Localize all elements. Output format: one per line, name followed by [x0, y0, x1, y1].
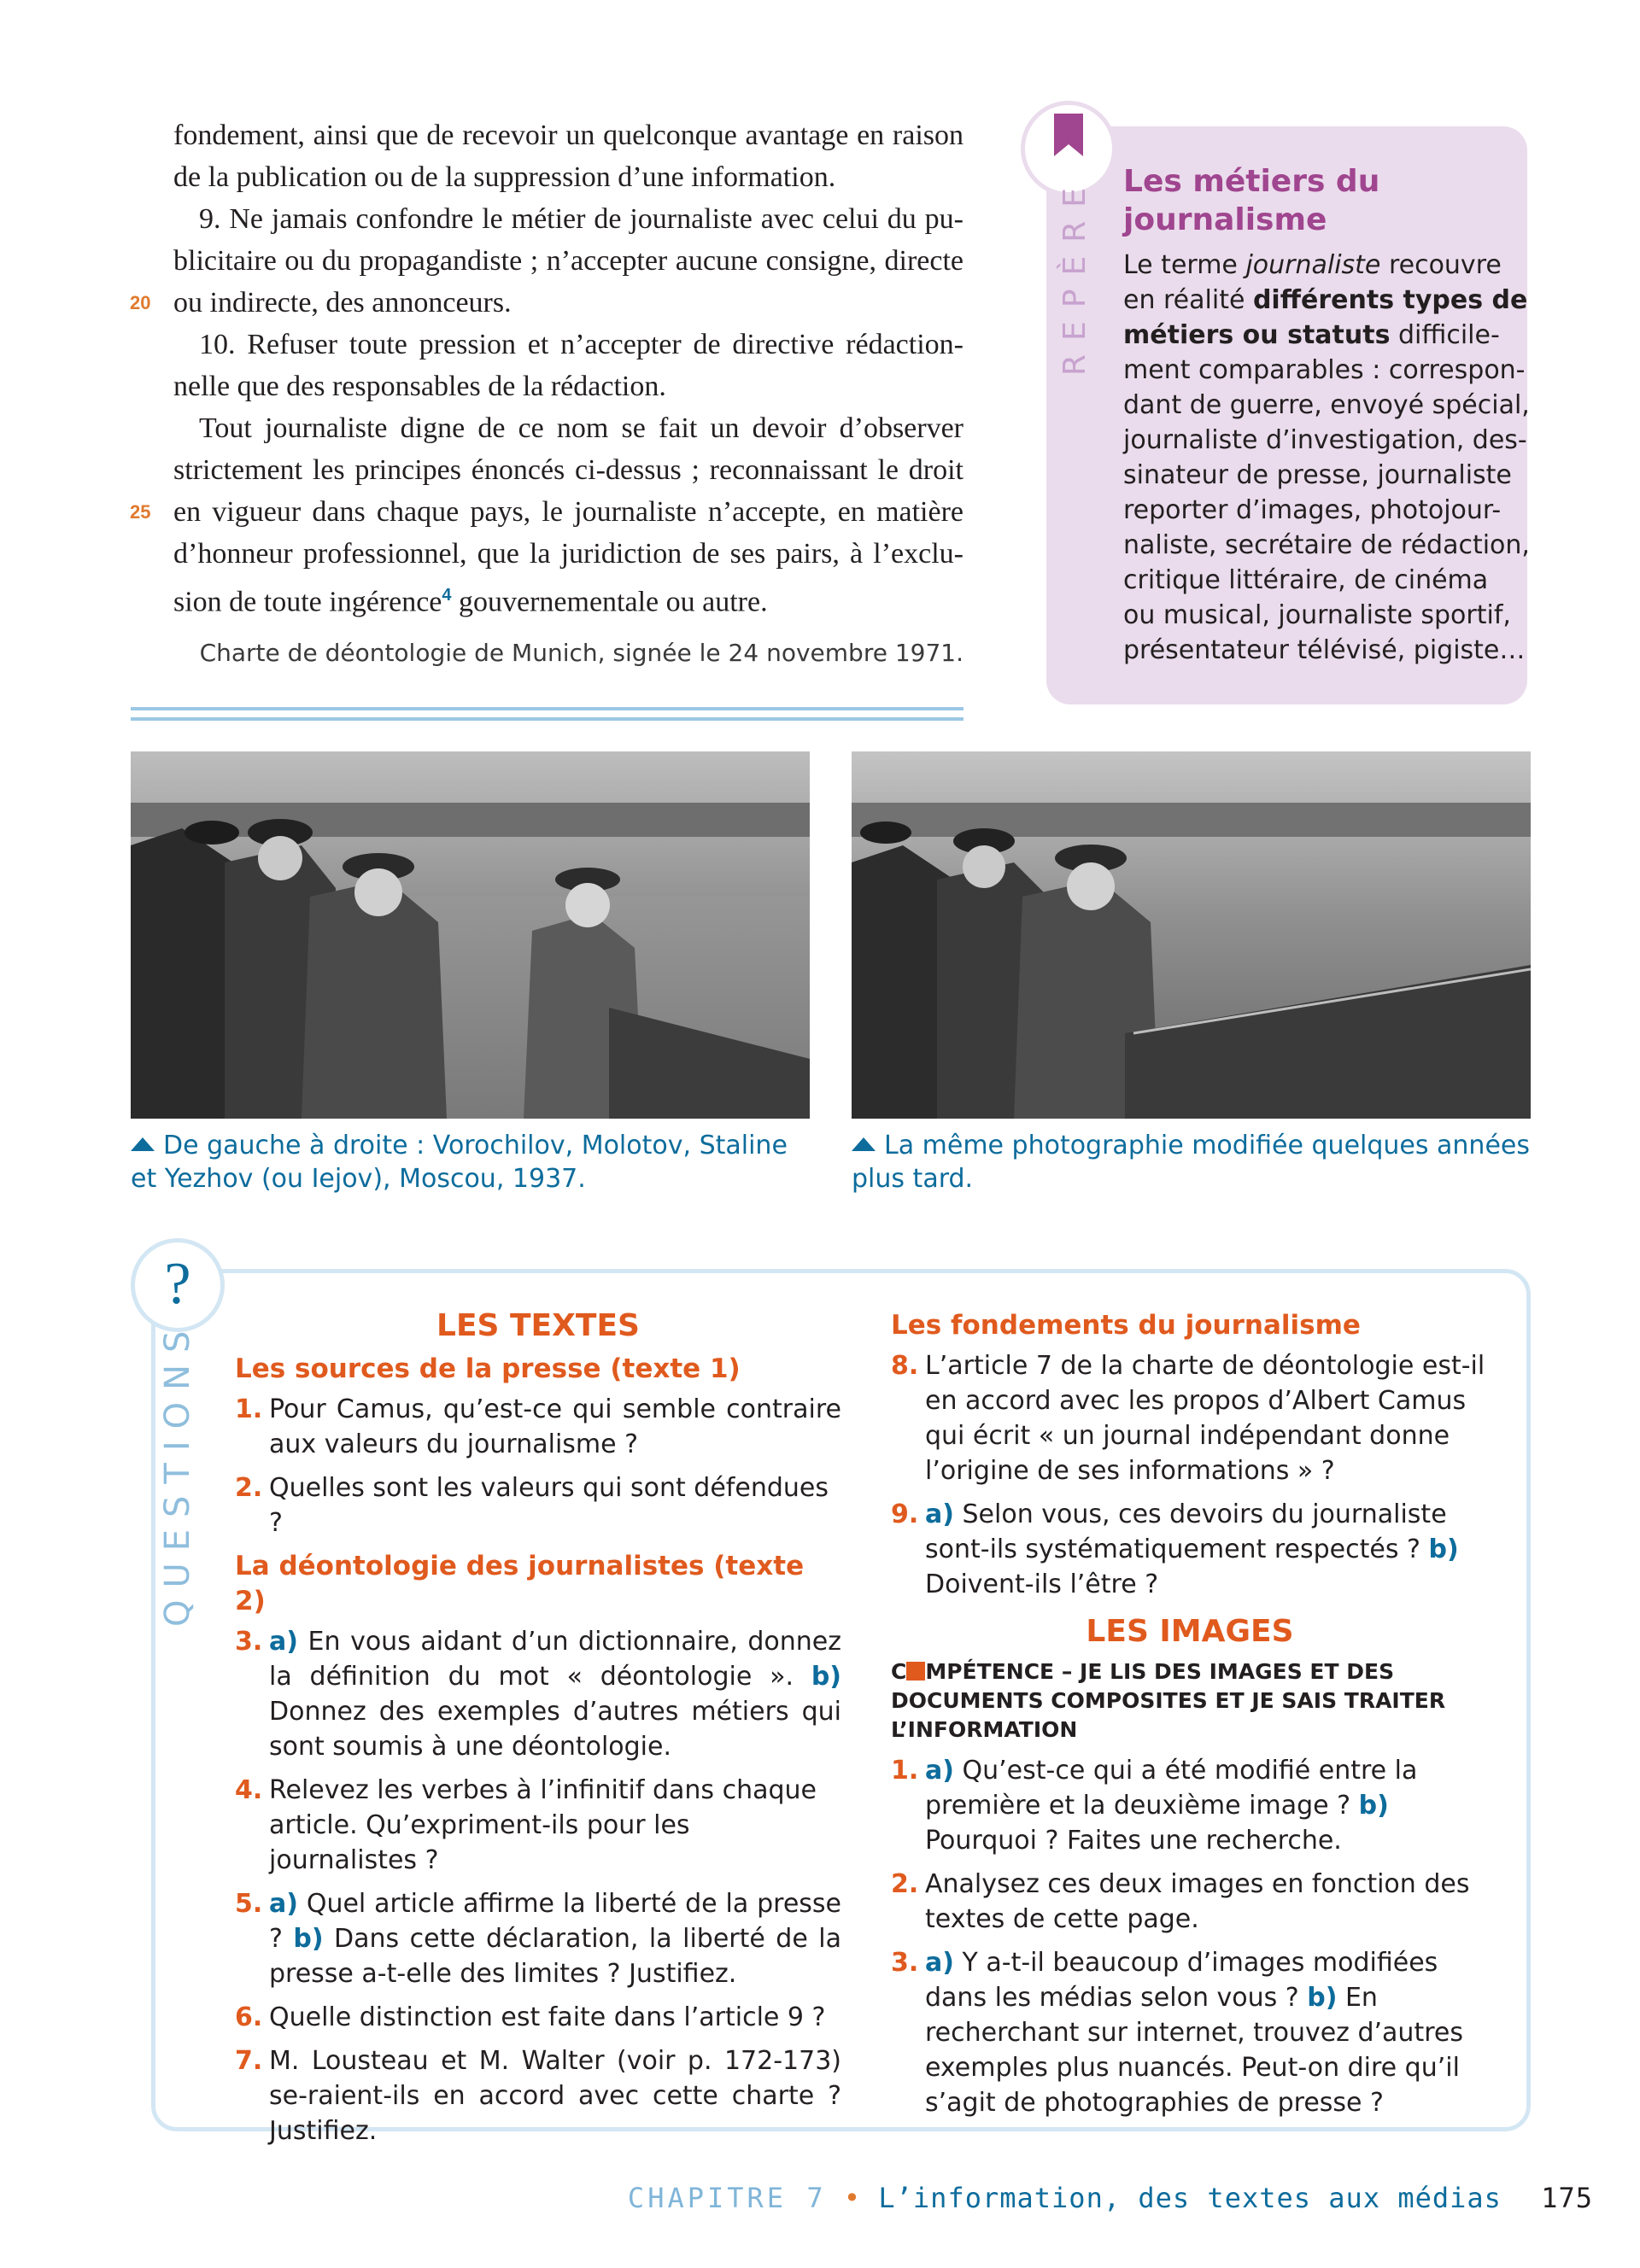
question-item: 1. a) Qu’est-ce qui a été modifié entre la première et la deuxième image ? b) Pourquoi ? Faites une recherche.	[891, 1756, 1418, 1856]
text-line: blicitaire ou du propagandiste ; n’accepter aucune consigne, directe	[173, 245, 964, 277]
triangle-up-icon	[131, 1137, 155, 1151]
bullet: •	[843, 2182, 862, 2214]
repere-line: ou musical, journaliste sportif,	[1123, 600, 1511, 630]
question-item: 1. Pour Camus, qu’est-ce qui semble contraire aux valeurs du journalisme ?	[235, 1394, 841, 1459]
triangle-up-icon	[852, 1137, 876, 1151]
square-icon	[906, 1662, 925, 1681]
competence-heading: C MPÉTENCE – JE LIS DES IMAGES ET DES DOCUMENTS COMPOSITES ET JE SAIS TRAITER L’INFORMATION	[891, 1659, 1446, 1742]
text-line: strictement les principes énoncés ci-dessus ; reconnaissant le droit	[173, 454, 964, 486]
source-citation: Charte de déontologie de Munich, signée le 24 novembre 1971.	[199, 639, 964, 667]
text-line: de la publication ou de la suppression d’une information.	[173, 161, 836, 193]
question-item: 8. L’article 7 de la charte de déontologie est-il en accord avec les propos d’Albert Camus qui écrit « un journal indépendant donne l’origine de ses informations » ?	[891, 1351, 1485, 1486]
photo-caption: De gauche à droite : Vorochilov, Molotov, Staline et Yezhov (ou Iejov), Moscou, 1937.	[131, 1131, 788, 1194]
line-number: 25	[130, 501, 151, 523]
photo-original	[131, 751, 810, 1119]
section-title: LES IMAGES	[1086, 1614, 1294, 1649]
repere-line: présentateur télévisé, pigiste…	[1123, 635, 1526, 665]
questions-left-column	[235, 1308, 841, 2157]
repere-line: reporter d’images, photojour-	[1123, 495, 1502, 525]
text-line: d’honneur professionnel, que la juridiction de ses pairs, à l’exclu-	[173, 538, 964, 570]
question-item: 5. a) Quel article affirme la liberté de la presse ? b) Dans cette déclaration, la liberté de la presse a-t-elle des limites ? Justifiez.	[235, 1889, 841, 1989]
text-line: 9. Ne jamais confondre le métier de journaliste avec celui du pu-	[199, 203, 964, 235]
question-mark-icon: ?	[131, 1238, 225, 1332]
repere-line: Le terme journaliste recouvre	[1123, 250, 1502, 280]
repere-body	[1123, 248, 1530, 668]
text-line: fondement, ainsi que de recevoir un quelconque avantage en raison	[173, 120, 964, 151]
question-item: 6. Quelle distinction est faite dans l’article 9 ?	[235, 2002, 826, 2032]
subsection-title: Les fondements du journalisme	[891, 1310, 1361, 1341]
question-item: 7. M. Lousteau et M. Walter (voir p. 172-173) se-raient-ils en accord avec cette charte ? Justifiez.	[235, 2046, 841, 2146]
page-number: 175	[1541, 2182, 1593, 2214]
divider	[131, 717, 964, 721]
text-line: 10. Refuser toute pression et n’accepter de directive rédaction-	[199, 329, 964, 360]
subsection-title: La déontologie des journalistes (texte 2)	[235, 1551, 805, 1616]
text-line: nelle que des responsables de la rédaction.	[173, 371, 666, 402]
repere-line: journaliste d’investigation, des-	[1123, 425, 1527, 455]
question-item: 2. Quelles sont les valeurs qui sont défendues ?	[235, 1473, 829, 1538]
repere-line: en réalité différents types de	[1123, 285, 1528, 315]
photo-modified	[852, 751, 1531, 1119]
repere-line: métiers ou statuts difficile-	[1123, 320, 1500, 350]
page-footer	[0, 2182, 1593, 2214]
question-item: 3. a) Y a-t-il beaucoup d’images modifiées dans les médias selon vous ? b) En recherchant sur internet, trouvez d’autres exemples plus nuancés. Peut-on dire qu’il s’agit de photographies de presse ?	[891, 1948, 1463, 2118]
repere-title: Les métiers du journalisme	[1123, 164, 1380, 237]
questions-right-column	[891, 1308, 1489, 2129]
chapter-title: L’information, des textes aux médias	[878, 2182, 1502, 2214]
section-title: LES TEXTES	[436, 1308, 640, 1343]
line-number: 20	[130, 292, 151, 313]
repere-line: naliste, secrétaire de rédaction,	[1123, 530, 1530, 560]
question-item: 4. Relevez les verbes à l’infinitif dans chaque article. Qu’expriment-ils pour les journalistes ?	[235, 1775, 817, 1875]
questions-label: QUESTIONS	[158, 1318, 197, 1627]
repere-label: REPÈRE	[1057, 174, 1092, 376]
repere-line: dant de guerre, envoyé spécial,	[1123, 390, 1530, 420]
text-line: Tout journaliste digne de ce nom se fait un devoir d’observer	[199, 412, 964, 444]
footnote-ref[interactable]: 4	[442, 586, 452, 605]
repere-line: critique littéraire, de cinéma	[1123, 565, 1489, 595]
text-line: 20 ou indirecte, des annonceurs.	[173, 282, 964, 324]
repere-line: sinateur de presse, journaliste	[1123, 460, 1512, 490]
question-item: 9. a) Selon vous, ces devoirs du journaliste sont-ils systématiquement respectés ? b) Doivent-ils l’être ?	[891, 1499, 1459, 1599]
repere-line: ment comparables : correspon-	[1123, 355, 1526, 385]
charter-text	[130, 114, 964, 618]
text-line: sion de toute ingérence$^4$ gouvernementale ou autre.	[173, 586, 768, 618]
divider	[131, 707, 964, 710]
chapter-label: CHAPITRE 7	[627, 2182, 827, 2214]
text-line: 25 en vigueur dans chaque pays, le journaliste n’accepte, en matière	[173, 491, 964, 533]
question-item: 2. Analysez ces deux images en fonction des textes de cette page.	[891, 1869, 1470, 1934]
photo-caption: La même photographie modifiée quelques années plus tard.	[852, 1131, 1530, 1194]
question-item: 3. a) En vous aidant d’un dictionnaire, donnez la définition du mot « déontologie ». b) Donnez des exemples d’autres métiers qui sont soumis à une déontologie.	[235, 1627, 841, 1762]
subsection-title: Les sources de la presse (texte 1)	[235, 1353, 741, 1384]
